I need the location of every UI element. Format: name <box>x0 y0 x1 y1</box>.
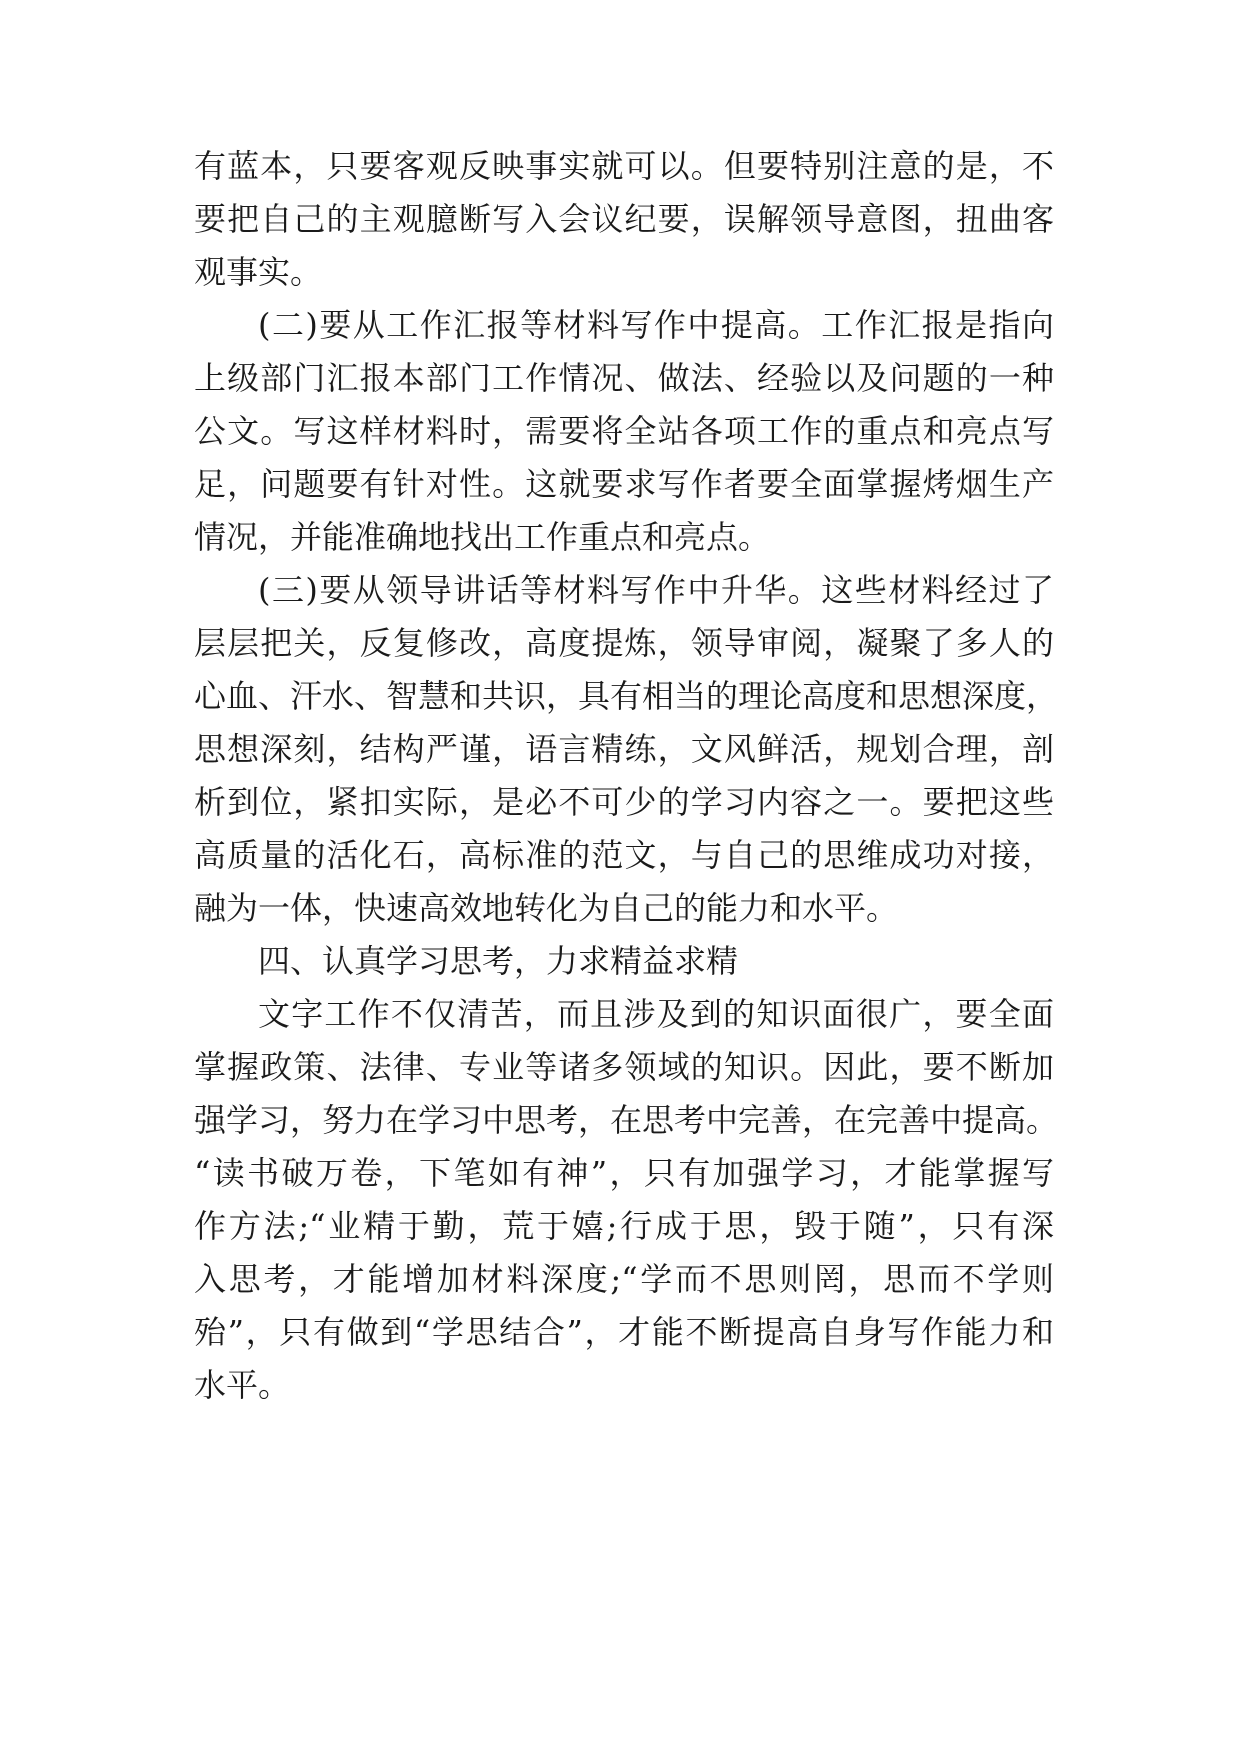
text-line: 水平。 <box>194 1366 291 1404</box>
text-line: 足，问题要有针对性。这就要求写作者要全面掌握烤烟生产 <box>194 465 1054 503</box>
text-line: 有蓝本，只要客观反映事实就可以。但要特别注意的是，不 <box>194 147 1054 185</box>
text-line: 文字工作不仅清苦，而且涉及到的知识面很广，要全面 <box>258 995 1054 1033</box>
section-heading: 四、认真学习思考，力求精益求精 <box>258 942 739 980</box>
text-line: 要把自己的主观臆断写入会议纪要，误解领导意图，扭曲客 <box>194 200 1054 238</box>
text-line: 作方法;“业精于勤，荒于嬉;行成于思，毁于随”，只有深 <box>194 1207 1054 1245</box>
text-line: 心血、汗水、智慧和共识，具有相当的理论高度和思想深度， <box>194 677 1059 715</box>
text-line: 掌握政策、法律、专业等诸多领域的知识。因此，要不断加 <box>194 1048 1054 1086</box>
text-line: 公文。写这样材料时，需要将全站各项工作的重点和亮点写 <box>194 412 1054 450</box>
text-line: “读书破万卷，下笔如有神”，只有加强学习，才能掌握写 <box>194 1154 1054 1192</box>
paragraph-heading-line: (三)要从领导讲话等材料写作中升华。这些材料经过了 <box>258 571 1054 609</box>
text-line: 殆”，只有做到“学思结合”，才能不断提高自身写作能力和 <box>194 1313 1054 1351</box>
text-line: 观事实。 <box>194 253 323 291</box>
text-line: 融为一体，快速高效地转化为自己的能力和水平。 <box>194 889 899 927</box>
text-line: 强学习，努力在学习中思考，在思考中完善，在完善中提高。 <box>194 1101 1059 1139</box>
paragraph-heading-line: (二)要从工作汇报等材料写作中提高。工作汇报是指向 <box>258 306 1054 344</box>
text-line: 层层把关，反复修改，高度提炼，领导审阅，凝聚了多人的 <box>194 624 1054 662</box>
text-line: 入思考，才能增加材料深度;“学而不思则罔，思而不学则 <box>194 1260 1054 1298</box>
text-line: 析到位，紧扣实际，是必不可少的学习内容之一。要把这些 <box>194 783 1054 821</box>
text-line: 高质量的活化石，高标准的范文，与自己的思维成功对接， <box>194 836 1054 874</box>
text-line: 思想深刻，结构严谨，语言精练，文风鲜活，规划合理，剖 <box>194 730 1054 768</box>
text-line: 情况，并能准确地找出工作重点和亮点。 <box>194 518 771 556</box>
text-line: 上级部门汇报本部门工作情况、做法、经验以及问题的一种 <box>194 359 1054 397</box>
